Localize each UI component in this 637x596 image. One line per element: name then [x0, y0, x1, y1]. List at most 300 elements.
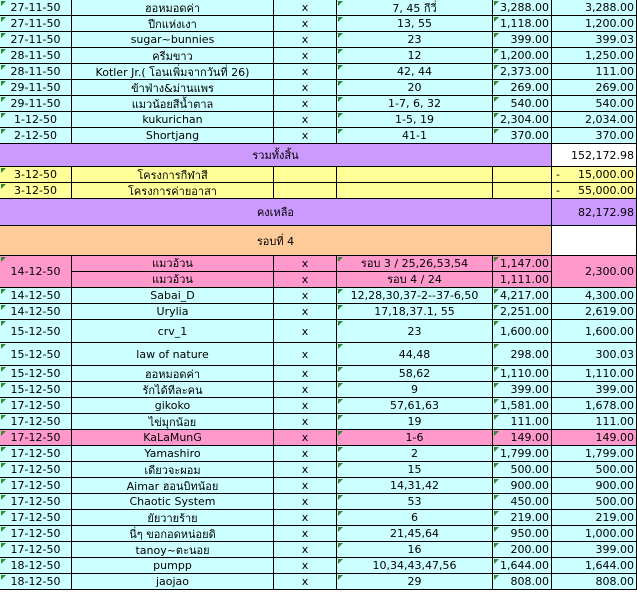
cell-name-text: jaojao: [155, 575, 190, 588]
cell-amount[interactable]: [493, 183, 552, 199]
cell-amount[interactable]: [493, 510, 552, 526]
cell-paid-text: 1,799.00: [585, 447, 634, 460]
cell-items[interactable]: [337, 304, 493, 320]
cell-paid[interactable]: [552, 320, 637, 343]
cell-name[interactable]: [72, 526, 274, 542]
table-row: [0, 526, 637, 542]
cell-x[interactable]: [274, 382, 337, 398]
cell-x-text: x: [301, 447, 309, 460]
cell-date[interactable]: [0, 366, 72, 382]
cell-date[interactable]: [0, 32, 72, 48]
cell-date[interactable]: [0, 16, 72, 32]
cell-name-text: ฮอหมอดค่า: [144, 1, 201, 15]
cell-marker-icon: [1, 383, 6, 388]
cell-marker-icon: [1, 33, 6, 38]
cell-name[interactable]: [72, 430, 274, 446]
cell-amount[interactable]: [493, 16, 552, 32]
cell-marker-icon: [494, 65, 499, 70]
cell-x[interactable]: [274, 32, 337, 48]
cell-name[interactable]: [72, 16, 274, 32]
cell-paid[interactable]: [552, 288, 637, 304]
cell-name[interactable]: [72, 574, 274, 590]
cell-amount-text: 1,581.00: [500, 399, 549, 412]
cell-x[interactable]: [274, 462, 337, 478]
cell-amount[interactable]: [493, 112, 552, 128]
cell-amount[interactable]: [493, 478, 552, 494]
cell-marker-icon: [338, 289, 343, 294]
cell-marker-icon: [338, 33, 343, 38]
cell-date[interactable]: [0, 256, 72, 288]
cell-name-text: Aimar ฮอนบิทน้อย: [126, 479, 219, 493]
cell-marker-icon: [1, 321, 6, 326]
cell-paid-text: 1,110.00: [585, 367, 634, 380]
cell-date[interactable]: [0, 48, 72, 64]
cell-items[interactable]: [337, 366, 493, 382]
cell-x-text: x: [301, 575, 309, 588]
cell-date[interactable]: [0, 80, 72, 96]
cell-name[interactable]: [72, 494, 274, 510]
cell-amount[interactable]: [493, 256, 552, 288]
cell-paid-text: 111.00: [595, 415, 634, 428]
cell-marker-icon: [1, 81, 6, 86]
cell-name[interactable]: [72, 48, 274, 64]
cell-name-text: Yamashiro: [144, 447, 201, 460]
cell-name-text: ปีกแห่งเงา: [148, 17, 197, 31]
cell-marker-icon: [1, 479, 6, 484]
cell-date[interactable]: [0, 167, 72, 183]
cell-amount[interactable]: [493, 542, 552, 558]
cell-date-text: 1-12-50: [14, 113, 57, 126]
cell-date-text: 27-11-50: [10, 33, 61, 46]
cell-paid[interactable]: [552, 382, 637, 398]
cell-items[interactable]: [337, 288, 493, 304]
cell-marker-icon: [494, 97, 499, 102]
cell-name-text: นี่ๆ ขอกอดหน่อยดิ: [129, 527, 216, 541]
cell-name-text: ครีมขาว: [152, 49, 193, 63]
cell-name[interactable]: [72, 64, 274, 80]
cell-items[interactable]: [337, 510, 493, 526]
cell-paid[interactable]: [552, 526, 637, 542]
cell-amount-text: 1,147.00: [500, 256, 549, 270]
cell-date-text: 14-12-50: [10, 289, 61, 302]
cell-name[interactable]: [72, 256, 274, 288]
cell-marker-icon: [338, 344, 343, 349]
cell-paid[interactable]: [552, 558, 637, 574]
cell-items[interactable]: [337, 398, 493, 414]
cell-name-text: Sabai_D: [150, 289, 195, 302]
cell-paid[interactable]: [552, 510, 637, 526]
cell-amount[interactable]: [493, 48, 552, 64]
cell-items[interactable]: [337, 48, 493, 64]
cell-amount[interactable]: [493, 414, 552, 430]
cell-name-text: law of nature: [136, 347, 209, 361]
cell-x[interactable]: [274, 288, 337, 304]
cell-amount[interactable]: [493, 320, 552, 343]
cell-amount[interactable]: [493, 430, 552, 446]
cell-items[interactable]: [337, 542, 493, 558]
cell-paid[interactable]: [552, 398, 637, 414]
table-row: [0, 80, 637, 96]
cell-x-text: x: [301, 305, 309, 318]
cell-x[interactable]: [274, 304, 337, 320]
cell-paid[interactable]: [552, 0, 637, 16]
table-row: [0, 446, 637, 462]
cell-x[interactable]: [274, 343, 337, 366]
cell-name[interactable]: [72, 343, 274, 366]
cell-date[interactable]: [0, 96, 72, 112]
cell-items-text: 29: [407, 575, 422, 588]
cell-date[interactable]: [0, 478, 72, 494]
cell-date-text: 17-12-50: [10, 527, 61, 540]
cell-paid-text: 1,600.00: [585, 324, 634, 338]
cell-date-text: 15-12-50: [10, 347, 61, 361]
cell-value[interactable]: [552, 183, 637, 199]
cell-x[interactable]: [274, 0, 337, 16]
cell-x[interactable]: [274, 128, 337, 144]
table-row: [0, 16, 637, 32]
cell-date[interactable]: [0, 398, 72, 414]
cell-x[interactable]: [274, 80, 337, 96]
cell-marker-icon: [1, 129, 6, 134]
cell-amount[interactable]: [493, 80, 552, 96]
cell-name[interactable]: [72, 366, 274, 382]
cell-date[interactable]: [0, 574, 72, 590]
cell-name[interactable]: [72, 382, 274, 398]
cell-paid[interactable]: [552, 574, 637, 590]
cell-name-text: ข้าฟ่าง&ม่านแพร: [131, 81, 214, 95]
cell-paid-text: 370.00: [595, 129, 634, 142]
remaining-label[interactable]: [0, 199, 552, 226]
cell-amount[interactable]: [493, 32, 552, 48]
cell-name[interactable]: [72, 558, 274, 574]
cell-date-text: 15-12-50: [10, 383, 61, 396]
cell-amount[interactable]: [493, 304, 552, 320]
dash-sign: -: [556, 184, 560, 197]
cell-x[interactable]: [274, 366, 337, 382]
table-row: [0, 128, 637, 144]
cell-paid[interactable]: [552, 462, 637, 478]
cell-paid-text: 300.03: [595, 347, 634, 361]
cell-name[interactable]: [72, 0, 274, 16]
cell-paid[interactable]: [552, 494, 637, 510]
cell-date[interactable]: [0, 0, 72, 16]
cell-paid[interactable]: [552, 542, 637, 558]
cell-items[interactable]: [337, 478, 493, 494]
cell-marker-icon: [1, 415, 6, 420]
round-label[interactable]: [0, 226, 552, 256]
cell-name[interactable]: [72, 183, 274, 199]
cell-date[interactable]: [0, 446, 72, 462]
cell-name[interactable]: [72, 32, 274, 48]
cell-marker-icon: [338, 527, 343, 532]
cell-date[interactable]: [0, 64, 72, 80]
cell-amount[interactable]: [493, 382, 552, 398]
cell-amount[interactable]: [493, 167, 552, 183]
cell-date[interactable]: [0, 414, 72, 430]
cell-marker-icon: [338, 367, 343, 372]
cell-x[interactable]: [274, 398, 337, 414]
cell-paid[interactable]: [552, 343, 637, 366]
table-row: [0, 478, 637, 494]
cell-date[interactable]: [0, 526, 72, 542]
cell-paid-text: 269.00: [595, 81, 634, 94]
cell-name[interactable]: [72, 462, 274, 478]
cell-paid[interactable]: [552, 128, 637, 144]
cell-date-text: 15-12-50: [10, 367, 61, 380]
cell-date-text: 17-12-50: [10, 399, 61, 412]
cell-items[interactable]: [337, 64, 493, 80]
cell-items[interactable]: [337, 382, 493, 398]
cell-items-text: 12: [407, 49, 422, 62]
cell-value[interactable]: [552, 167, 637, 183]
cell-date-text: 17-12-50: [10, 415, 61, 428]
cell-amount-text: 111.00: [510, 415, 549, 428]
cell-items[interactable]: [337, 167, 493, 183]
cell-amount[interactable]: [493, 343, 552, 366]
cell-date-text: 18-12-50: [10, 575, 61, 588]
cell-x-text: x: [301, 463, 309, 476]
sub-cell-bot: [337, 272, 492, 288]
cell-date[interactable]: [0, 510, 72, 526]
cell-amount-text: 399.00: [510, 383, 549, 396]
cell-x[interactable]: [274, 414, 337, 430]
cell-items[interactable]: [337, 112, 493, 128]
cell-x-text: x: [301, 113, 309, 126]
table-row: [0, 0, 637, 16]
cell-items-text: 14,31,42: [390, 479, 439, 492]
cell-items[interactable]: [337, 32, 493, 48]
cell-x[interactable]: [274, 183, 337, 199]
cell-x[interactable]: [274, 167, 337, 183]
cell-name[interactable]: [72, 414, 274, 430]
cell-x-text: x: [301, 17, 309, 30]
cell-amount[interactable]: [493, 128, 552, 144]
cell-name[interactable]: [72, 320, 274, 343]
cell-date[interactable]: [0, 288, 72, 304]
cell-date[interactable]: [0, 558, 72, 574]
cell-x[interactable]: [274, 48, 337, 64]
cell-date[interactable]: [0, 382, 72, 398]
cell-name-text: โครงการกีฬาสี: [137, 168, 208, 182]
cell-date-text: 14-12-50: [10, 265, 61, 278]
cell-paid[interactable]: [552, 112, 637, 128]
cell-amount[interactable]: [493, 366, 552, 382]
cell-amount[interactable]: [493, 558, 552, 574]
cell-amount[interactable]: [493, 462, 552, 478]
cell-paid[interactable]: [552, 478, 637, 494]
cell-items[interactable]: [337, 128, 493, 144]
cell-name[interactable]: [72, 478, 274, 494]
cell-items[interactable]: [337, 183, 493, 199]
cell-x[interactable]: [274, 446, 337, 462]
sub-cell-top: [337, 256, 492, 272]
cell-marker-icon: [1, 399, 6, 404]
cell-items[interactable]: [337, 462, 493, 478]
cell-paid[interactable]: [552, 80, 637, 96]
cell-date[interactable]: [0, 320, 72, 343]
cell-date-text: 27-11-50: [10, 1, 61, 14]
remaining-value-text: 82,172.98: [578, 205, 634, 219]
cell-items[interactable]: [337, 96, 493, 112]
cell-name[interactable]: [72, 398, 274, 414]
cell-items[interactable]: [337, 574, 493, 590]
cell-marker-icon: [338, 17, 343, 22]
cell-paid[interactable]: [552, 430, 637, 446]
cell-x[interactable]: [274, 478, 337, 494]
cell-x[interactable]: [274, 96, 337, 112]
cell-name[interactable]: [72, 446, 274, 462]
cell-items[interactable]: [337, 320, 493, 343]
cell-date-text: 27-11-50: [10, 17, 61, 30]
cell-date[interactable]: [0, 462, 72, 478]
cell-x[interactable]: [274, 320, 337, 343]
cell-items-text: 44,48: [398, 347, 431, 361]
cell-x[interactable]: [274, 112, 337, 128]
table-row: [0, 414, 637, 430]
cell-x-text: x: [301, 383, 309, 396]
cell-marker-icon: [494, 305, 499, 310]
cell-items[interactable]: [337, 430, 493, 446]
cell-date[interactable]: [0, 183, 72, 199]
cell-paid-text: 808.00: [595, 575, 634, 588]
cell-paid[interactable]: [552, 96, 637, 112]
cell-date[interactable]: [0, 430, 72, 446]
cell-items[interactable]: [337, 494, 493, 510]
cell-items[interactable]: [337, 80, 493, 96]
total-row: [0, 144, 637, 167]
cell-amount[interactable]: [493, 446, 552, 462]
cell-date-text: 17-12-50: [10, 479, 61, 492]
cell-amount[interactable]: [493, 574, 552, 590]
cell-date[interactable]: [0, 494, 72, 510]
cell-amount[interactable]: [493, 494, 552, 510]
cell-amount-text: 1,644.00: [500, 559, 549, 572]
cell-x[interactable]: [274, 494, 337, 510]
cell-name[interactable]: [72, 167, 274, 183]
cell-paid[interactable]: [552, 64, 637, 80]
table-row: [0, 382, 637, 398]
round-blank[interactable]: [552, 226, 637, 256]
table-row: [0, 112, 637, 128]
cell-marker-icon: [338, 399, 343, 404]
cell-x[interactable]: [274, 64, 337, 80]
cell-x[interactable]: [274, 510, 337, 526]
cell-x[interactable]: [274, 16, 337, 32]
cell-paid[interactable]: [552, 414, 637, 430]
cell-paid[interactable]: [552, 32, 637, 48]
cell-amount[interactable]: [493, 96, 552, 112]
cell-date[interactable]: [0, 304, 72, 320]
cell-x[interactable]: [274, 542, 337, 558]
cell-items-text: 57,61,63: [390, 399, 439, 412]
cell-x[interactable]: [274, 558, 337, 574]
total-value[interactable]: [552, 144, 637, 167]
total-label[interactable]: [0, 144, 552, 167]
cell-items[interactable]: [337, 558, 493, 574]
cell-marker-icon: [338, 97, 343, 102]
cell-items[interactable]: [337, 526, 493, 542]
cell-x-text: x: [301, 399, 309, 412]
cell-name[interactable]: [72, 510, 274, 526]
cell-marker-icon: [494, 321, 499, 326]
cell-name[interactable]: [72, 128, 274, 144]
cell-paid[interactable]: [552, 304, 637, 320]
cell-name[interactable]: [72, 112, 274, 128]
cell-x-text: x: [301, 324, 309, 338]
cell-date[interactable]: [0, 343, 72, 366]
cell-name[interactable]: [72, 304, 274, 320]
cell-amount[interactable]: [493, 526, 552, 542]
table-row: [0, 304, 637, 320]
cell-paid[interactable]: [552, 16, 637, 32]
cell-paid-text: 1,250.00: [585, 49, 634, 62]
cell-name[interactable]: [72, 80, 274, 96]
cell-marker-icon: [1, 367, 6, 372]
cell-items[interactable]: [337, 0, 493, 16]
cell-name-text: ไข่มุกน้อย: [148, 415, 197, 429]
cell-x-text: x: [301, 367, 309, 380]
cell-items[interactable]: [337, 414, 493, 430]
cell-paid[interactable]: [552, 48, 637, 64]
cell-marker-icon: [494, 289, 499, 294]
cell-amount[interactable]: [493, 0, 552, 16]
cell-marker-icon: [494, 463, 499, 468]
cell-amount-text: 1,799.00: [500, 447, 549, 460]
remaining-value[interactable]: [552, 199, 637, 226]
cell-items-text: 23: [407, 324, 422, 338]
cell-amount-text: 2,251.00: [500, 305, 549, 318]
cell-paid-text: 3,288.00: [585, 1, 634, 14]
table-row: [0, 48, 637, 64]
cell-x[interactable]: [274, 430, 337, 446]
table-row: [0, 558, 637, 574]
cell-items[interactable]: [337, 256, 493, 288]
cell-items[interactable]: [337, 16, 493, 32]
cell-items[interactable]: [337, 343, 493, 366]
cell-marker-icon: [1, 463, 6, 468]
sub-cell-bot: [72, 272, 273, 288]
sub-cell-top: [274, 256, 336, 272]
sub-cell-top: [72, 256, 273, 272]
cell-name[interactable]: [72, 96, 274, 112]
cell-paid[interactable]: [552, 256, 637, 288]
cell-date[interactable]: [0, 112, 72, 128]
cell-x[interactable]: [274, 256, 337, 288]
cell-marker-icon: [494, 511, 499, 516]
cell-paid[interactable]: [552, 446, 637, 462]
cell-paid-text: 900.00: [595, 479, 634, 492]
cell-paid[interactable]: [552, 366, 637, 382]
cell-name[interactable]: [72, 542, 274, 558]
cell-amount[interactable]: [493, 288, 552, 304]
cell-marker-icon: [494, 431, 499, 436]
dash-sign: -: [556, 168, 560, 181]
cell-x[interactable]: [274, 526, 337, 542]
cell-amount[interactable]: [493, 64, 552, 80]
remaining-label-text: คงเหลือ: [256, 206, 295, 219]
cell-marker-icon: [338, 431, 343, 436]
cell-name[interactable]: [72, 288, 274, 304]
cell-amount[interactable]: [493, 398, 552, 414]
cell-x-text: x: [301, 431, 309, 444]
cell-items[interactable]: [337, 446, 493, 462]
cell-name-text: Urylia: [156, 305, 189, 318]
cell-amount-text: 900.00: [510, 479, 549, 492]
cell-date[interactable]: [0, 128, 72, 144]
cell-date[interactable]: [0, 542, 72, 558]
cell-x-text: x: [301, 559, 309, 572]
cell-x[interactable]: [274, 574, 337, 590]
